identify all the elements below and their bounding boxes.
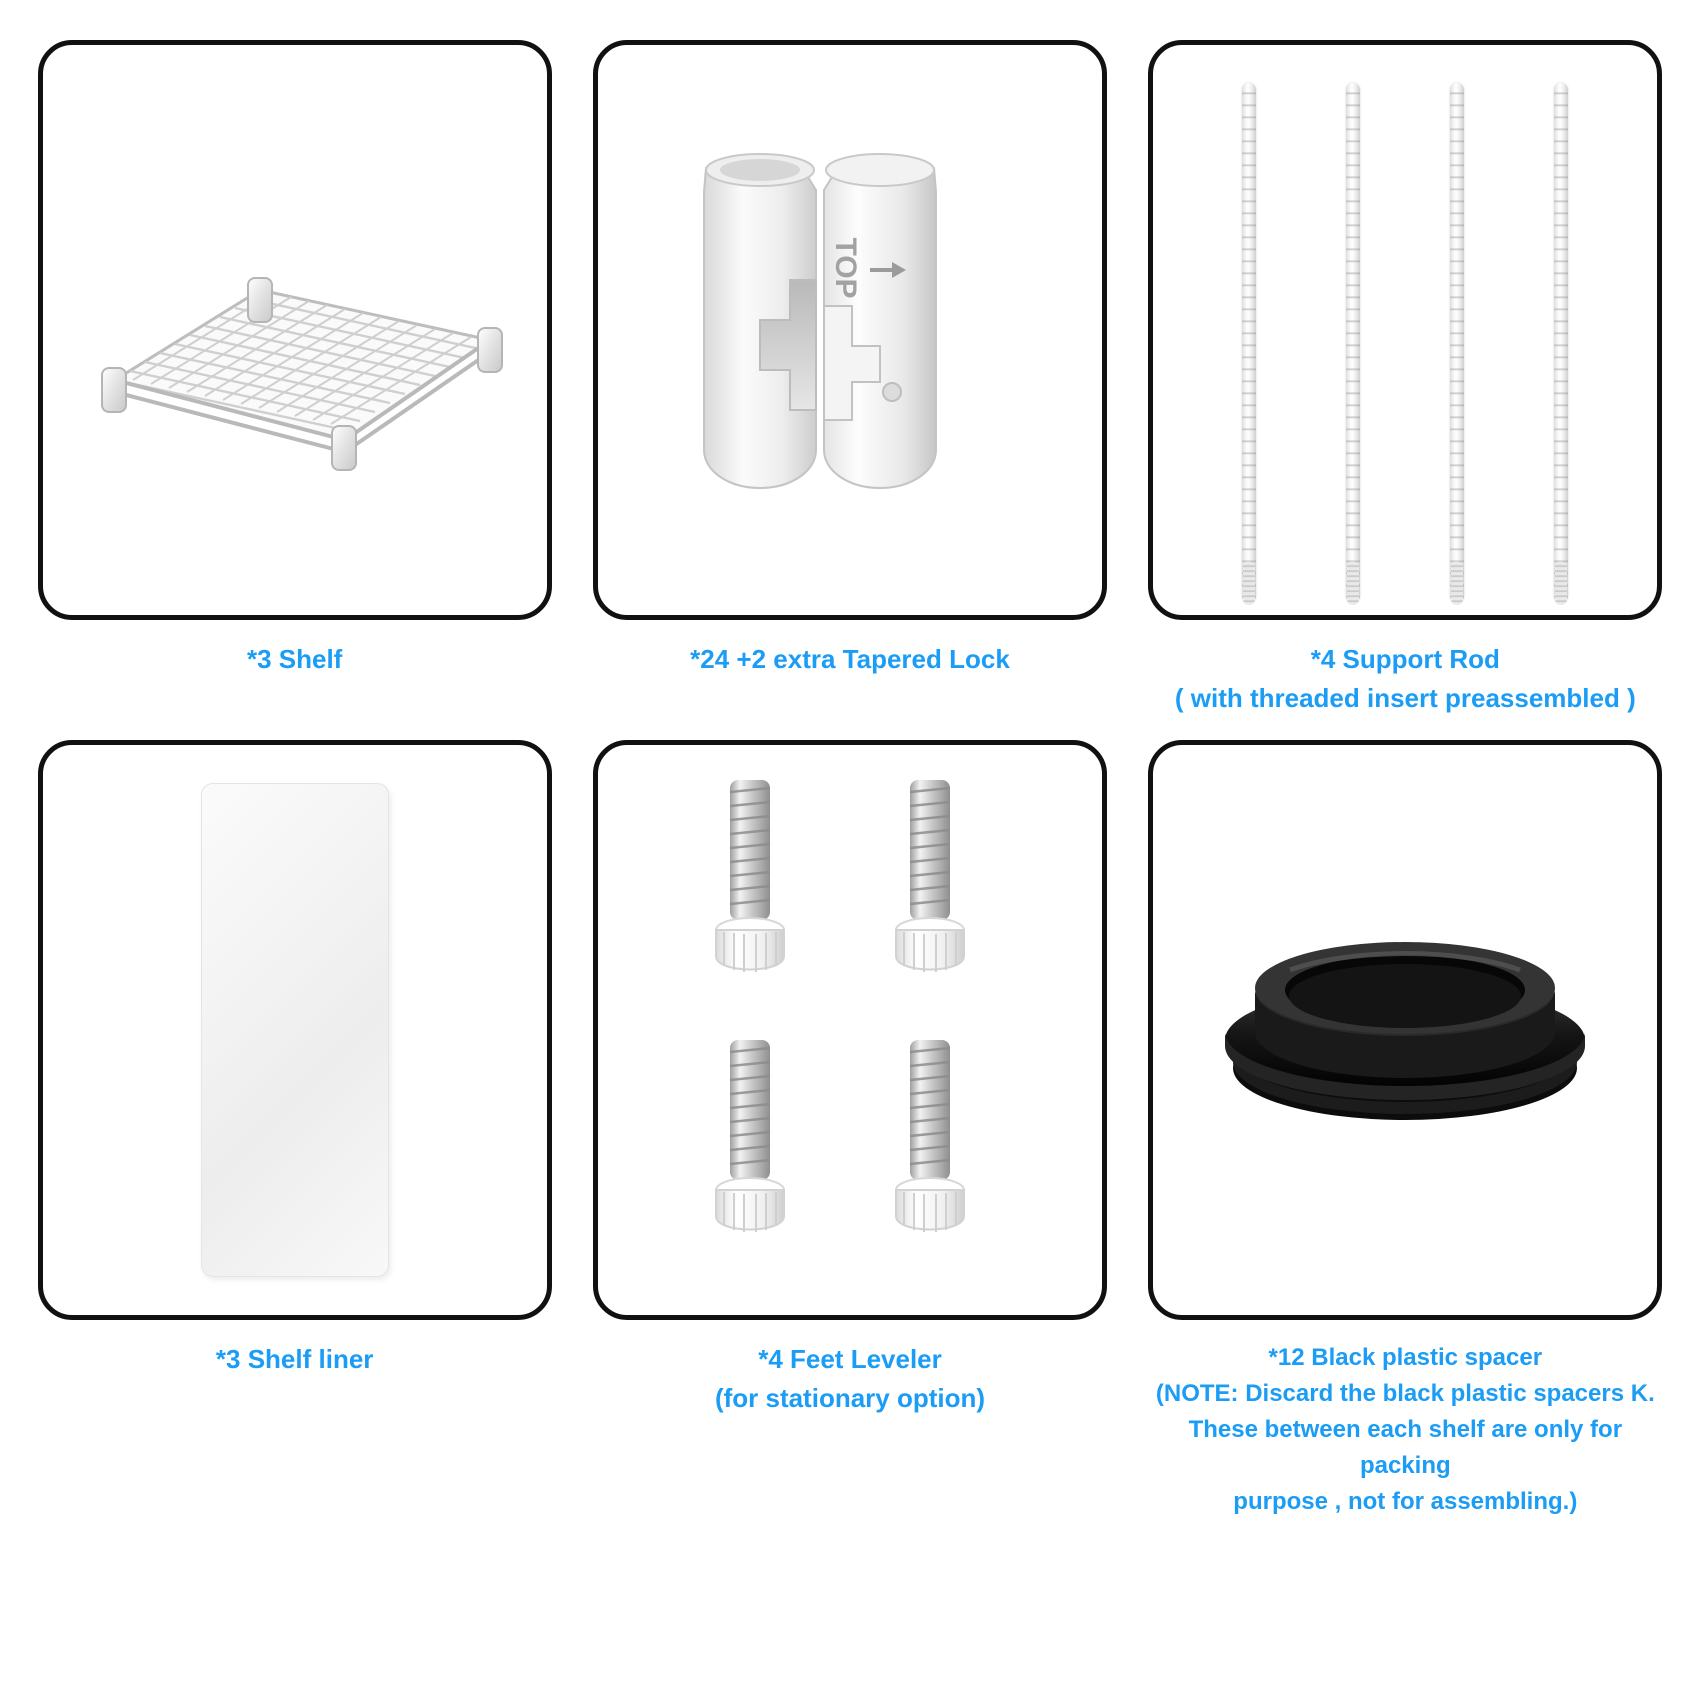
part-image-frame-black-plastic-spacer [1148, 740, 1662, 1320]
caption-line: *4 Feet Leveler [758, 1344, 942, 1374]
support-rod-item [1346, 83, 1360, 603]
caption-line: *4 Support Rod [1310, 644, 1500, 674]
part-image-frame-support-rod [1148, 40, 1662, 620]
support-rod-item [1554, 83, 1568, 603]
part-caption-support-rod [1145, 640, 1665, 718]
tapered-lock-top-marking: TOP [828, 237, 862, 299]
caption-line: *3 Shelf liner [215, 1344, 374, 1374]
caption-line: *12 Black plastic spacer [1268, 1344, 1543, 1371]
part-cell-tapered-lock [583, 40, 1116, 718]
rod-threaded-tip [1451, 563, 1463, 605]
part-caption-feet-leveler [590, 1340, 1110, 1418]
rod-threaded-tip [1347, 563, 1359, 605]
caption-line: *3 Shelf [246, 644, 343, 674]
part-cell-black-plastic-spacer [1139, 740, 1672, 1520]
wire-shelf-icon [43, 45, 547, 615]
part-caption-shelf-liner [35, 1340, 555, 1379]
part-image-frame-shelf [38, 40, 552, 620]
parts-grid [28, 40, 1672, 1520]
rod-threaded-tip [1555, 563, 1567, 605]
tapered-lock-icon [598, 45, 1102, 615]
part-cell-feet-leveler [583, 740, 1116, 1520]
rod-threaded-tip [1243, 563, 1255, 605]
caption-line: ( with threaded insert preassembled ) [1174, 683, 1636, 713]
black-plastic-spacer-icon [1153, 745, 1657, 1315]
caption-line: These between each shelf are only for packing [1188, 1416, 1623, 1479]
part-cell-support-rod [1139, 40, 1672, 718]
part-cell-shelf-liner [28, 740, 561, 1520]
part-cell-shelf [28, 40, 561, 718]
caption-line: purpose , not for assembling.) [1233, 1488, 1578, 1515]
part-image-frame-shelf-liner [38, 740, 552, 1320]
caption-line: *24 +2 extra Tapered Lock [690, 644, 1010, 674]
caption-line: (for stationary option) [714, 1383, 986, 1413]
feet-leveler-icon [598, 745, 1102, 1315]
part-caption-tapered-lock [590, 640, 1110, 679]
part-caption-black-plastic-spacer [1145, 1340, 1665, 1520]
part-image-frame-feet-leveler [593, 740, 1107, 1320]
caption-line: (NOTE: Discard the black plastic spacers K. [1155, 1380, 1655, 1407]
support-rod-item [1450, 83, 1464, 603]
support-rod-icon [1153, 45, 1657, 615]
support-rod-item [1242, 83, 1256, 603]
part-caption-shelf [35, 640, 555, 679]
part-image-frame-tapered-lock [593, 40, 1107, 620]
shelf-liner-icon [201, 783, 389, 1277]
